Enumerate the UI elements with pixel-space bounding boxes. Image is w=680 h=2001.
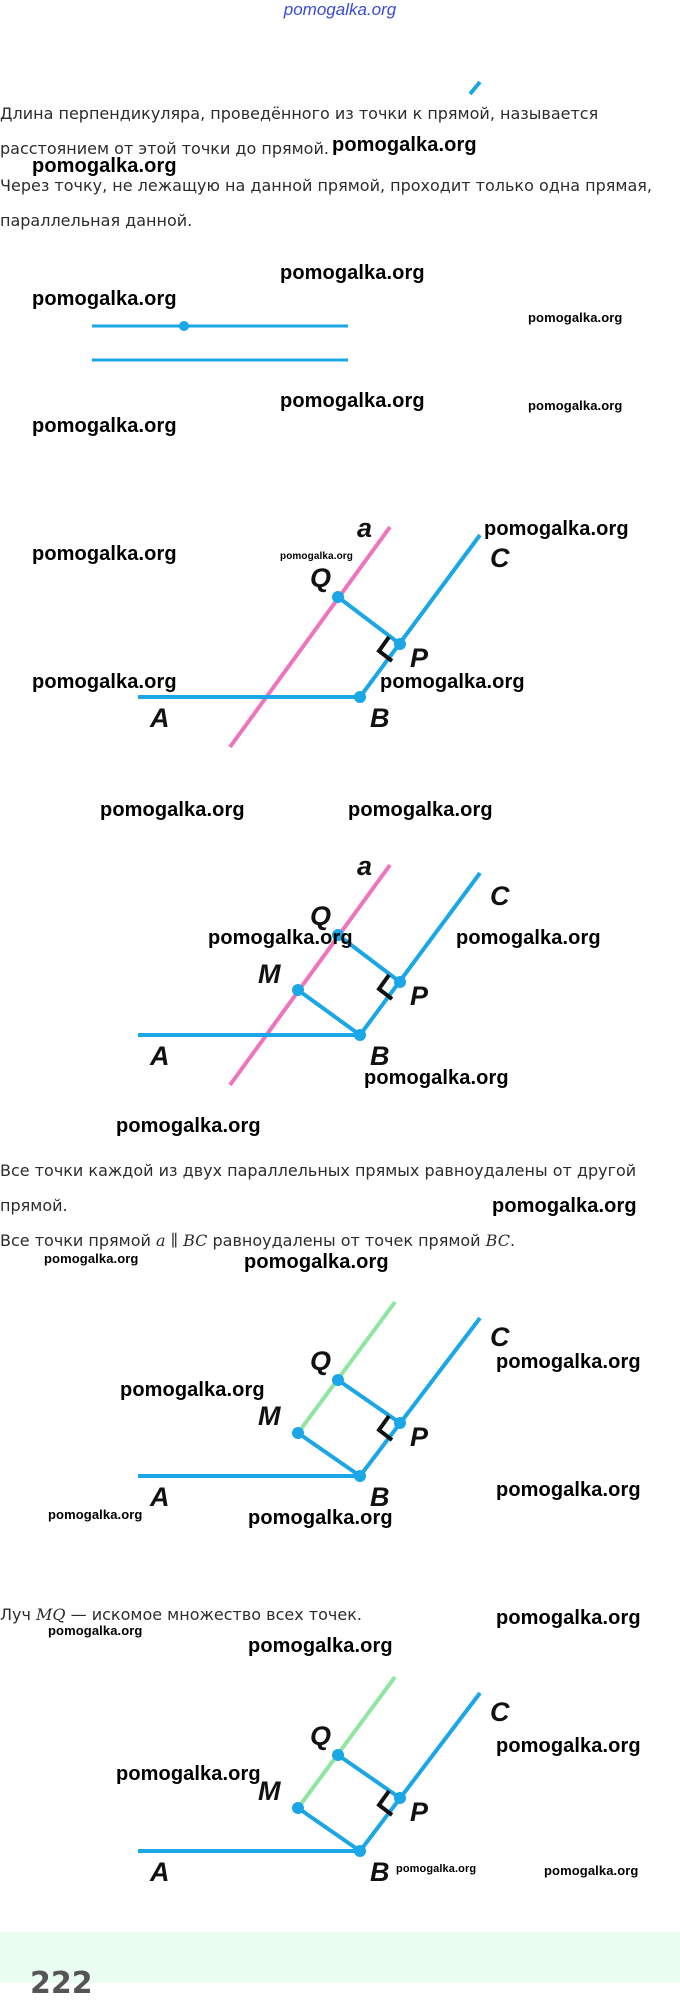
watermark: pomogalka.org bbox=[496, 1735, 641, 1757]
label-B: B bbox=[370, 1041, 390, 1071]
next-task-footer bbox=[0, 1932, 680, 2001]
point-Q bbox=[332, 1374, 344, 1386]
paragraph-2-line-1: Через точку, не лежащую на данной прямой, проходит только одна прямая, bbox=[0, 176, 652, 195]
watermark: pomogalka.org bbox=[332, 134, 477, 156]
ray-BC bbox=[360, 1693, 480, 1851]
label-P: P bbox=[410, 1797, 429, 1827]
segment-MB bbox=[298, 990, 360, 1035]
figure-3-with-point-M bbox=[0, 853, 680, 1093]
label-M: M bbox=[258, 1401, 281, 1431]
point-on-line bbox=[179, 321, 189, 331]
point-B bbox=[354, 1845, 366, 1857]
math-MQ: MQ bbox=[36, 1605, 66, 1624]
point-Q bbox=[332, 591, 344, 603]
math-a-parallel-BC: a ∥ BC bbox=[156, 1231, 208, 1250]
paragraph-4-suffix: . bbox=[509, 1231, 516, 1250]
watermark: pomogalka.org bbox=[120, 1379, 265, 1401]
watermark: pomogalka.org bbox=[496, 1607, 641, 1629]
label-A: A bbox=[150, 1857, 170, 1887]
segment-MB bbox=[298, 1808, 360, 1851]
label-P: P bbox=[410, 643, 429, 673]
label-B: B bbox=[370, 1857, 390, 1887]
watermark: pomogalka.org bbox=[100, 799, 245, 821]
watermark: pomogalka.org bbox=[32, 543, 177, 565]
point-B bbox=[354, 1470, 366, 1482]
watermark: pomogalka.org bbox=[44, 1251, 139, 1266]
point-M bbox=[292, 1802, 304, 1814]
watermark: pomogalka.org bbox=[484, 518, 629, 540]
point-Q bbox=[332, 1749, 344, 1761]
point-P bbox=[394, 1792, 406, 1804]
paragraph-4-middle: равноудалены от точек прямой bbox=[207, 1231, 486, 1250]
paragraph-5-suffix: — искомое множество всех точек. bbox=[65, 1605, 362, 1624]
watermark: pomogalka.org bbox=[528, 398, 623, 413]
watermark: pomogalka.org bbox=[280, 262, 425, 284]
paragraph-3-line-2: прямой. bbox=[0, 1196, 68, 1215]
right-angle-mark bbox=[379, 1416, 392, 1440]
point-M bbox=[292, 1427, 304, 1439]
label-B: B bbox=[370, 1482, 390, 1512]
point-M bbox=[292, 984, 304, 996]
paragraph-5-prefix: Луч bbox=[0, 1605, 37, 1624]
watermark: pomogalka.org bbox=[48, 1507, 143, 1522]
label-a: a bbox=[357, 513, 373, 543]
label-A: A bbox=[150, 1482, 170, 1512]
label-Q: Q bbox=[310, 901, 332, 931]
watermark: pomogalka.org bbox=[456, 927, 601, 949]
watermark: pomogalka.org bbox=[32, 288, 177, 310]
label-B: B bbox=[370, 703, 390, 733]
watermark: pomogalka.org bbox=[208, 927, 353, 949]
watermark: pomogalka.org bbox=[496, 1479, 641, 1501]
point-B bbox=[354, 1029, 366, 1041]
label-C: C bbox=[490, 1322, 510, 1352]
watermark: pomogalka.org bbox=[396, 1863, 477, 1875]
watermark: pomogalka.org bbox=[116, 1763, 261, 1785]
watermark: pomogalka.org bbox=[380, 671, 525, 693]
point-P bbox=[394, 1417, 406, 1429]
label-a: a bbox=[357, 851, 373, 881]
watermark: pomogalka.org bbox=[48, 1623, 143, 1638]
label-Q: Q bbox=[310, 1721, 332, 1751]
label-P: P bbox=[410, 1422, 429, 1452]
label-M: M bbox=[258, 1776, 281, 1806]
label-C: C bbox=[490, 1697, 510, 1727]
watermark: pomogalka.org bbox=[248, 1507, 393, 1529]
watermark: pomogalka.org bbox=[244, 1251, 389, 1273]
line-a bbox=[230, 865, 390, 1085]
watermark: pomogalka.org bbox=[32, 415, 177, 437]
paragraph-2-line-2: параллельная данной. bbox=[0, 211, 193, 230]
segment-QP bbox=[338, 597, 400, 644]
watermark: pomogalka.org bbox=[492, 1195, 637, 1217]
ray-BC bbox=[360, 1318, 480, 1476]
point-P bbox=[394, 976, 406, 988]
segment-MB bbox=[298, 1433, 360, 1476]
paragraph-1-line-1: Длина перпендикуляра, проведённого из точки к прямой, называется bbox=[0, 104, 599, 123]
watermark: pomogalka.org bbox=[544, 1863, 639, 1878]
right-angle-mark bbox=[379, 975, 392, 999]
label-C: C bbox=[490, 881, 510, 911]
point-B bbox=[354, 691, 366, 703]
watermark: pomogalka.org bbox=[280, 390, 425, 412]
site-watermark-top: pomogalka.org bbox=[283, 0, 397, 19]
segment-QP bbox=[338, 1755, 400, 1798]
math-BC: BC bbox=[485, 1231, 510, 1250]
right-angle-mark bbox=[379, 1791, 392, 1815]
watermark: pomogalka.org bbox=[348, 799, 493, 821]
label-C: C bbox=[490, 543, 510, 573]
label-Q: Q bbox=[310, 1346, 332, 1376]
label-Q: Q bbox=[310, 563, 332, 593]
watermark: pomogalka.org bbox=[32, 155, 177, 177]
watermark: pomogalka.org bbox=[528, 310, 623, 325]
label-P: P bbox=[410, 981, 429, 1011]
label-A: A bbox=[150, 1041, 170, 1071]
fragment-line bbox=[470, 82, 480, 94]
paragraph-1-line-2: расстоянием от этой точки до прямой. bbox=[0, 139, 329, 158]
paragraph-4-prefix: Все точки прямой bbox=[0, 1231, 156, 1250]
label-M: M bbox=[258, 959, 281, 989]
watermark: pomogalka.org bbox=[496, 1351, 641, 1373]
right-angle-mark bbox=[379, 637, 392, 661]
watermark: pomogalka.org bbox=[116, 1115, 261, 1137]
watermark: pomogalka.org bbox=[364, 1067, 509, 1089]
watermark: pomogalka.org bbox=[248, 1635, 393, 1657]
point-P bbox=[394, 638, 406, 650]
watermark: pomogalka.org bbox=[32, 671, 177, 693]
label-A: A bbox=[150, 703, 170, 733]
next-task-number: 222 bbox=[30, 1966, 93, 2001]
segment-QP bbox=[338, 1380, 400, 1423]
watermark: pomogalka.org bbox=[280, 551, 353, 562]
paragraph-3-line-1: Все точки каждой из двух параллельных прямых равноудалены от другой bbox=[0, 1161, 637, 1180]
